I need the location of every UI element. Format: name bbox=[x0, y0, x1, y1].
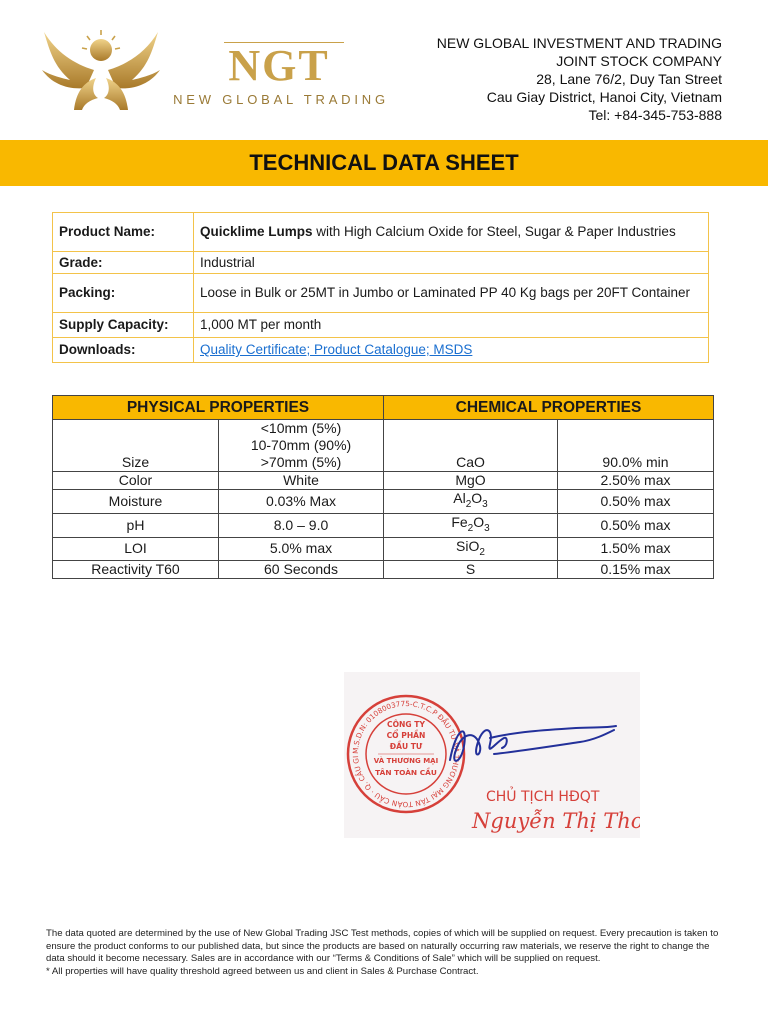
phys-label: Color bbox=[53, 472, 219, 490]
chem-label: SiO$_2$ bbox=[384, 537, 558, 561]
product-info-table bbox=[52, 212, 709, 363]
signer-name: Nguyễn Thị Thoa bbox=[472, 809, 640, 833]
phys-value: 8.0 – 9.0 bbox=[219, 513, 384, 537]
downloads-link[interactable]: Quality Certificate; Product Catalogue; MSDS bbox=[200, 342, 473, 357]
stamp-center-line: ĐẦU TƯ bbox=[389, 742, 423, 751]
chem-value: 2.50% max bbox=[558, 472, 714, 490]
stamp-center-line: CỔ PHẦN bbox=[386, 731, 426, 740]
product-name-value bbox=[194, 213, 709, 252]
size-value-large: >70mm (5%) bbox=[260, 454, 342, 470]
stamp-ring-text: M.S.D.N: 0108003775-C.T.C.P ĐẦU TƯ VÀ THƯƠNG MẠI TÂN TOÀN CẦU · Q. CẦU GI bbox=[350, 698, 462, 810]
packing-label: Packing: bbox=[53, 274, 194, 313]
phys-label: pH bbox=[53, 513, 219, 537]
chem-value: 0.50% max bbox=[558, 513, 714, 537]
product-name-rest: with High Calcium Oxide for Steel, Sugar & Paper Industries bbox=[312, 224, 676, 239]
size-value-small: <10mm (5%) bbox=[260, 420, 342, 436]
table-row bbox=[53, 561, 714, 579]
company-street: 28, Lane 76/2, Duy Tan Street bbox=[536, 71, 722, 87]
table-row bbox=[53, 338, 709, 363]
company-address-block bbox=[362, 34, 722, 124]
physical-properties-header: PHYSICAL PROPERTIES bbox=[53, 396, 384, 420]
logo-wordmark: NGT bbox=[228, 41, 330, 90]
stamp-center-line: VÀ THƯƠNG MẠI bbox=[373, 757, 439, 765]
chem-value: 0.15% max bbox=[558, 561, 714, 579]
phys-value: 5.0% max bbox=[219, 537, 384, 561]
company-name-line2: JOINT STOCK COMPANY bbox=[556, 53, 722, 69]
chem-label: MgO bbox=[384, 472, 558, 490]
table-row bbox=[53, 490, 714, 514]
chem-label: S bbox=[384, 561, 558, 579]
stamp-signature-area bbox=[344, 672, 640, 838]
size-values bbox=[219, 420, 384, 472]
chem-value: 0.50% max bbox=[558, 490, 714, 514]
stamp-center-line: TÂN TOÀN CẦU bbox=[375, 768, 437, 777]
table-row bbox=[53, 472, 714, 490]
company-city: Cau Giay District, Hanoi City, Vietnam bbox=[486, 89, 722, 105]
phys-value: White bbox=[219, 472, 384, 490]
size-value-medium: 10-70mm (90%) bbox=[250, 437, 352, 453]
company-logo-emblem bbox=[34, 26, 168, 112]
supply-capacity-label: Supply Capacity: bbox=[53, 313, 194, 338]
table-header-row bbox=[53, 396, 714, 420]
company-name-line1: NEW GLOBAL INVESTMENT AND TRADING bbox=[436, 35, 722, 51]
company-phone: Tel: +84-345-753-888 bbox=[588, 107, 722, 123]
phys-value: 0.03% Max bbox=[219, 490, 384, 514]
table-row bbox=[53, 213, 709, 252]
cao-value: 90.0% min bbox=[558, 420, 714, 472]
page-title: TECHNICAL DATA SHEET bbox=[249, 150, 519, 175]
chem-value: 1.50% max bbox=[558, 537, 714, 561]
disclaimer-text: The data quoted are determined by the use of New Global Trading JSC Test methods, copies of which will be supplied on request. Every precaution is taken to ensure the product conforms to our published data, but since the products are based on naturally occurring raw materials, we reserve the right to change the data should it become necessary. Sales are in accordance with our “Terms & Conditions of Sale” which will be supplied on request. bbox=[46, 928, 719, 965]
threshold-note: * All properties will have quality threshold agreed between us and client in Sales & Purchase Contract. bbox=[46, 965, 479, 977]
phys-label: Moisture bbox=[53, 490, 219, 514]
table-row bbox=[53, 420, 714, 472]
product-name-label: Product Name: bbox=[53, 213, 194, 252]
supply-capacity-value: 1,000 MT per month bbox=[194, 313, 709, 338]
logo-tagline: NEW GLOBAL TRADING bbox=[173, 92, 389, 107]
downloads-label: Downloads: bbox=[53, 338, 194, 363]
chem-label: $Al_2O_3$ bbox=[384, 490, 558, 514]
table-row bbox=[53, 513, 714, 537]
table-row bbox=[53, 537, 714, 561]
stamp-center-line: CÔNG TY bbox=[387, 720, 425, 729]
cao-label: CaO bbox=[384, 420, 558, 472]
handwritten-signature bbox=[450, 726, 616, 761]
phys-label: LOI bbox=[53, 537, 219, 561]
company-stamp bbox=[344, 672, 640, 838]
table-row bbox=[53, 274, 709, 313]
table-row bbox=[53, 252, 709, 274]
phys-label: Reactivity T60 bbox=[53, 561, 219, 579]
properties-table bbox=[52, 395, 714, 579]
grade-value: Industrial bbox=[194, 252, 709, 274]
chem-label: $Fe_2O_3$ bbox=[384, 513, 558, 537]
size-label: Size bbox=[53, 420, 219, 472]
phys-value: 60 Seconds bbox=[219, 561, 384, 579]
packing-value: Loose in Bulk or 25MT in Jumbo or Laminated PP 40 Kg bags per 20FT Container bbox=[194, 274, 709, 313]
table-row bbox=[53, 313, 709, 338]
grade-label: Grade: bbox=[53, 252, 194, 274]
downloads-value bbox=[194, 338, 709, 363]
signer-title: CHỦ TỊCH HĐQT bbox=[486, 789, 600, 805]
product-name-bold: Quicklime Lumps bbox=[200, 224, 313, 239]
chemical-properties-header: CHEMICAL PROPERTIES bbox=[384, 396, 714, 420]
footer-disclaimer bbox=[46, 928, 726, 978]
